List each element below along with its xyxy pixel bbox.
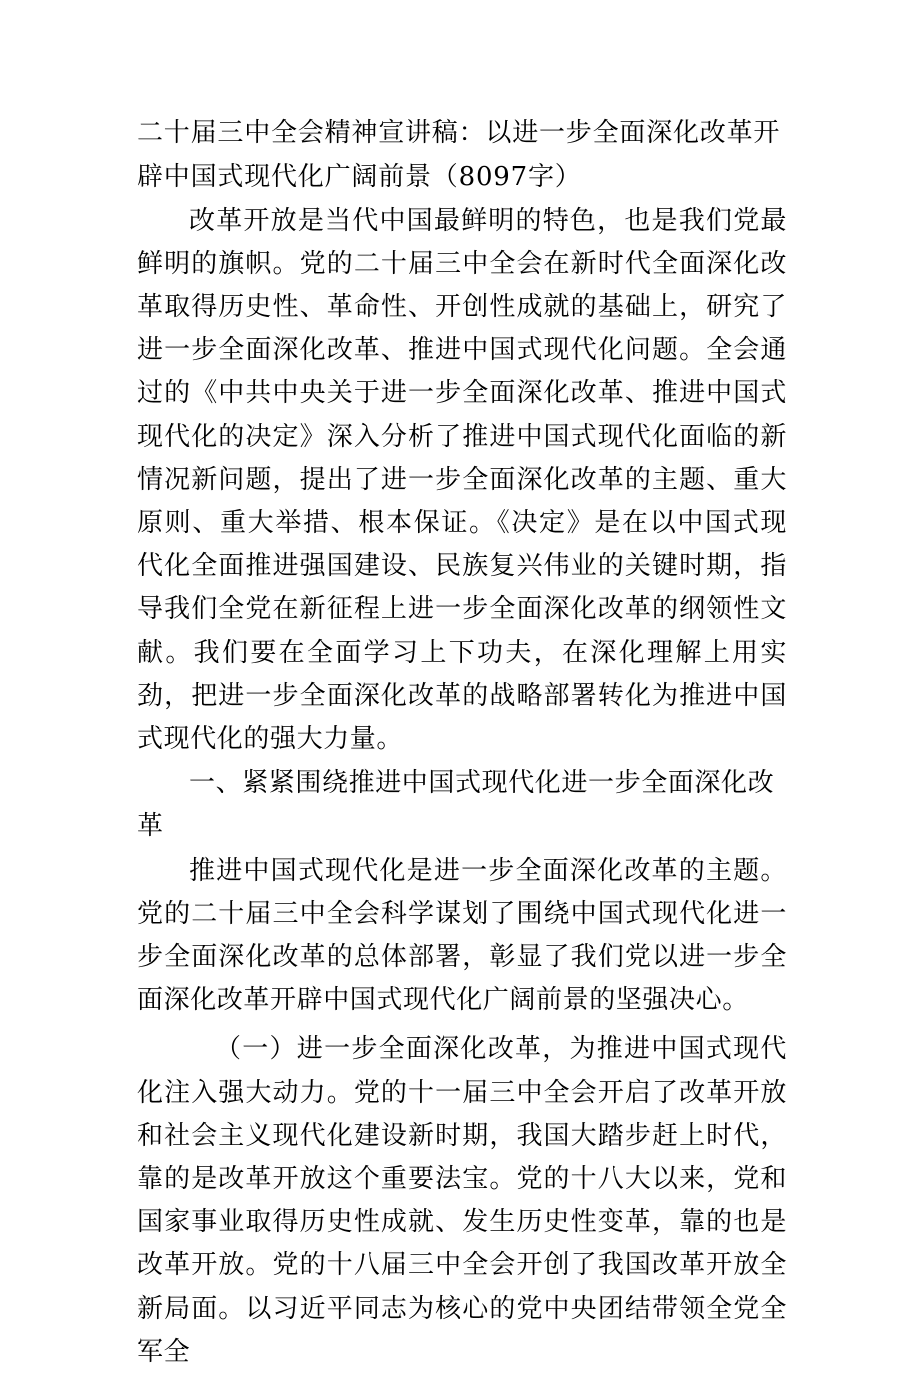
section-paragraph: 推进中国式现代化是进一步全面深化改革的主题。党的二十届三中全会科学谋划了围绕中国式现代化进一步全面深化改革的总体部署，彰显了我们党以进一步全面深化改革开辟中国式现代化广阔前景的坚强决心。 [137,855,787,1016]
document-content [137,112,787,1374]
intro-paragraph: 改革开放是当代中国最鲜明的特色，也是我们党最鲜明的旗帜。党的二十届三中全会在新时代全面深化改革取得历史性、革命性、开创性成就的基础上，研究了进一步全面深化改革、推进中国式现代化问题。全会通过的《中共中央关于进一步全面深化改革、推进中国式现代化的决定》深入分析了推进中国式现代化面临的新情况新问题，提出了进一步全面深化改革的主题、重大原则、重大举措、根本保证。《决定》是在以中国式现代化全面推进强国建设、民族复兴伟业的关键时期，指导我们全党在新征程上进一步全面深化改革的纲领性文献。我们要在全面学习上下功夫，在深化理解上用实劲，把进一步全面深化改革的战略部署转化为推进中国式现代化的强大力量。 [137,205,787,754]
subsection-paragraph: （一）进一步全面深化改革，为推进中国式现代化注入强大动力。党的十一届三中全会开启了改革开放和社会主义现代化建设新时期，我国大踏步赶上时代，靠的是改革开放这个重要法宝。党的十八大以来，党和国家事业取得历史性成就、发生历史性变革，靠的也是改革开放。党的十八届三中全会开创了我国改革开放全新局面。以习近平同志为核心的党中央团结带领全党全军全 [137,1034,787,1367]
section-heading: 一、紧紧围绕推进中国式现代化进一步全面深化改革 [137,768,775,842]
document-title: 二十届三中全会精神宣讲稿：以进一步全面深化改革开辟中国式现代化广阔前景（8097字） [137,118,781,192]
